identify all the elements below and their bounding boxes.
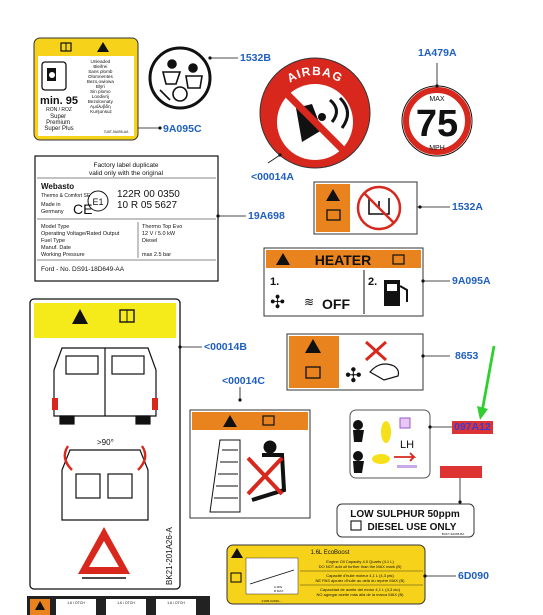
fan-warning-label — [287, 334, 423, 390]
callout-6D090: 6D090 — [458, 570, 489, 582]
bottom-c: 1.6 / OTCH — [167, 601, 185, 605]
oil-capacity-rows — [316, 559, 406, 597]
webasto-part: Ford - No. DS91-18D649-AA — [41, 266, 125, 273]
webasto-title2: valid only with the original — [88, 170, 164, 177]
callout-00014C: <00014C — [222, 375, 265, 387]
fuel-min-octane: min. 95 — [40, 95, 78, 107]
webasto-country: Germany — [41, 209, 64, 215]
fuel-ron: RON / ROZ — [46, 107, 72, 113]
child-seat-circle-label — [150, 48, 210, 108]
oil-code: F1DB-6A690-... — [261, 599, 283, 603]
callout-8653: 8653 — [455, 350, 479, 362]
speed-max: MAX — [429, 96, 445, 103]
svg-text:Model Type: Model Type — [41, 224, 70, 230]
heater-label — [264, 248, 423, 316]
svg-text:Thermo Top Evo: Thermo Top Evo — [142, 224, 183, 230]
webasto-brand: Webasto — [41, 182, 75, 191]
airbag-warning-label — [260, 58, 370, 168]
svg-text:Manuf. Date: Manuf. Date — [41, 245, 71, 251]
lh-text: LH — [400, 439, 415, 451]
fuel-code: 7U5T-9A095-AA — [103, 130, 129, 134]
webasto-made: Made in — [41, 202, 61, 208]
svg-text:DO NOT add oil further than th: DO NOT add oil further than the MAX mark (B) — [318, 564, 402, 569]
low-sulphur-label — [337, 504, 474, 537]
heater-off: OFF — [322, 296, 350, 312]
svg-text:12 V / 5.0 kW: 12 V / 5.0 kW — [142, 231, 176, 237]
svg-text:Engine Oil Capacity 4.0 Quarts: Engine Oil Capacity 4.0 Quarts (4.1 L) — [326, 559, 394, 564]
callout-097A12-highlighted: 097A12 — [454, 421, 491, 433]
e1-mark: E1 — [92, 197, 104, 207]
speed-unit: MPH — [429, 145, 445, 152]
svg-text:Diesel: Diesel — [142, 238, 158, 244]
lh-seat-label — [350, 410, 430, 478]
oil-amin: A MIN — [274, 585, 283, 589]
van-label-code: BK21-201A26-A — [165, 527, 174, 585]
approval-1: 122R 00 0350 — [117, 189, 180, 200]
svg-text:Fuel Type: Fuel Type — [41, 238, 66, 244]
engine-oil-label — [227, 545, 425, 604]
callout-9A095A: 9A095A — [452, 275, 491, 287]
svg-text:NE PAS ajouter d'huile au delà: NE PAS ajouter d'huile au delà du repère MAX (B) — [315, 578, 405, 583]
bottom-partial-label — [27, 596, 210, 615]
airbag-off-label — [314, 182, 417, 234]
sulphur-line1: LOW SULPHUR 50ppm — [350, 509, 460, 520]
fuel-unleaded-lines: Unleaded Bleifrei Sans plomb Olomnentes Bezo,owiowa Blȳri Sin plomo Loodivrij Bezolovnaty Aμόλυβδη Kurşunsuz — [86, 59, 114, 114]
svg-text:Working Pressure: Working Pressure — [41, 252, 85, 258]
heater-title: HEATER — [314, 252, 372, 268]
callout-1532B: 1532B — [240, 52, 271, 64]
speed-value: 75 — [415, 103, 459, 145]
webasto-title1: Factory label duplicate — [93, 162, 159, 169]
fan-icon: ✣ — [270, 292, 286, 312]
svg-text:NO agregar aceite más allá de: NO agregar aceite más allá de la marca MAX (B) — [316, 592, 404, 597]
child-seat-warning-label — [190, 410, 310, 518]
callout-19A698: 19A698 — [248, 210, 285, 222]
webasto-addr: Thermo & Comfort SE — [41, 193, 91, 199]
max-speed-label — [402, 86, 472, 156]
sulphur-code: BUK7-9A095-BA — [441, 532, 465, 536]
fuel-grades: Super Premium Super Plus — [44, 114, 74, 132]
door-angle: >90° — [97, 438, 114, 447]
callout-highlighted-second — [440, 466, 482, 478]
highlight-arrow — [477, 346, 494, 420]
svg-text:Capacité d'huile moteur 4,1 L: Capacité d'huile moteur 4,1 L (4,3 pts) — [326, 573, 394, 578]
oil-title: 1.6L EcoBoost — [310, 550, 350, 556]
svg-text:Operating Voltage/Rated Output: Operating Voltage/Rated Output — [41, 231, 120, 237]
callout-1532A: 1532A — [452, 201, 483, 213]
heater-step-1: 1. — [270, 276, 280, 288]
callout-1A479A: 1A479A — [418, 47, 457, 59]
fuel-label — [34, 38, 138, 140]
webasto-factory-label — [35, 156, 218, 281]
svg-text:Capacidad de aceite del motor: Capacidad de aceite del motor 4,1 L (4,3 cto) — [320, 587, 400, 592]
heat-icon: ≋ — [304, 295, 315, 309]
callout-00014A: <00014A — [251, 171, 294, 183]
fan-icon: ✣ — [345, 365, 362, 387]
approval-2: 10 R 05 5627 — [117, 200, 178, 211]
ce-mark: CE — [73, 201, 93, 217]
heater-step-2: 2. — [368, 276, 378, 288]
bottom-a: 1.6 / OTCH — [67, 601, 85, 605]
callout-9A095C: 9A095C — [163, 123, 202, 135]
callout-00014B: <00014B — [204, 341, 247, 353]
sulphur-line2: DIESEL USE ONLY — [367, 522, 457, 533]
warning-triangle-stowage-label — [30, 299, 180, 589]
airbag-text: AIRBAG — [284, 63, 346, 86]
bottom-b: 1.6 / OTCH — [117, 601, 135, 605]
oil-bmax: B MAX — [274, 589, 284, 593]
svg-text:max 2.5 bar: max 2.5 bar — [142, 252, 172, 258]
